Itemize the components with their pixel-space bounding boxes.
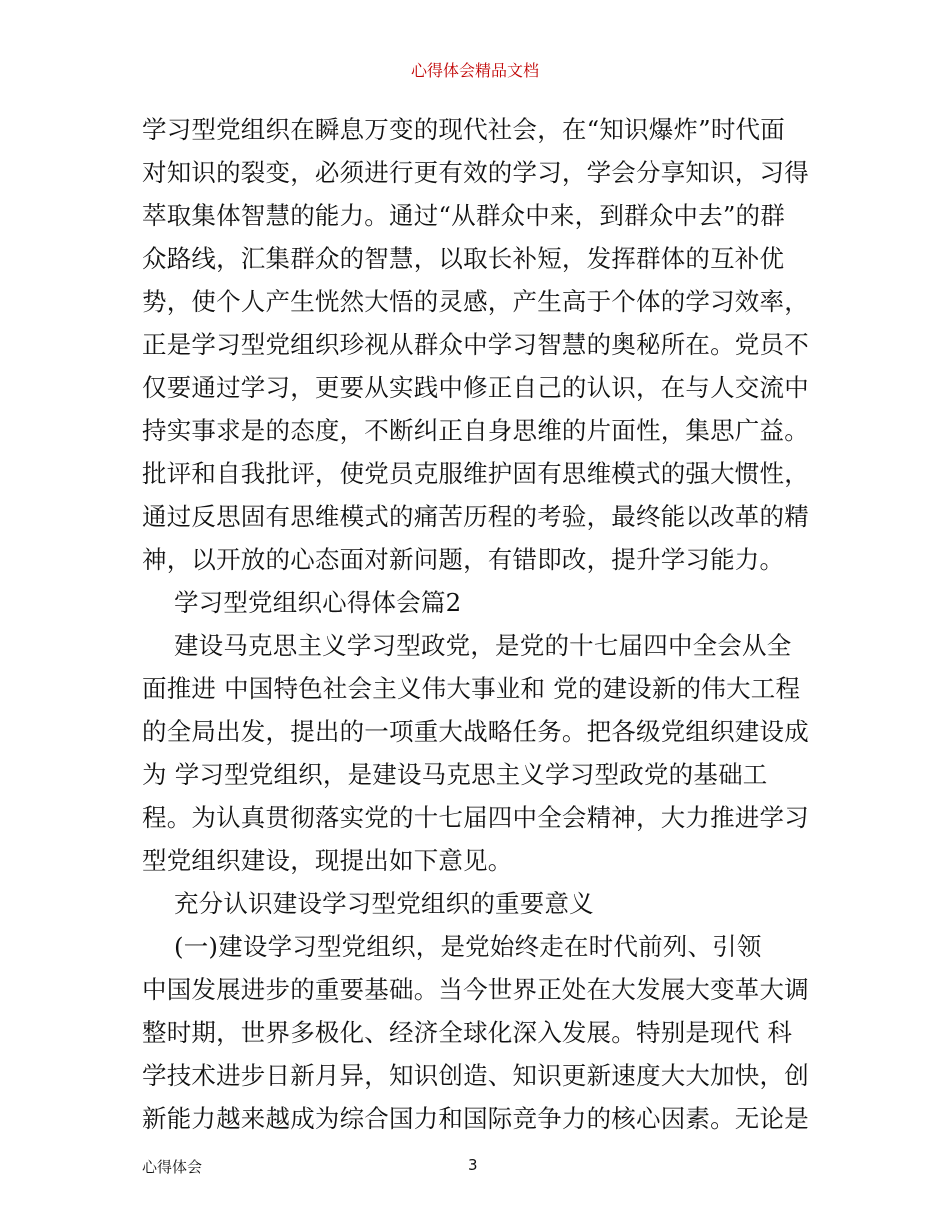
text-line: (一)建设学习型党组织，是党始终走在时代前列、引领 bbox=[142, 932, 762, 961]
document-body bbox=[142, 108, 822, 1140]
text-line: 程。为认真贯彻落实党的十七届四中全会精神，大力推进学习 bbox=[142, 803, 809, 832]
text-line: 新能力越来越成为综合国力和国际竞争力的核心因素。无论是 bbox=[142, 1104, 809, 1133]
text-line: 中国发展进步的重要基础。当今世界正处在大发展大变革大调 bbox=[142, 975, 809, 1004]
page-header-title: 心得体会精品文档 bbox=[410, 61, 539, 80]
footer-label: 心得体会 bbox=[142, 1158, 203, 1176]
section-heading: 充分认识建设学习型党组织的重要意义 bbox=[142, 889, 594, 918]
text-line: 学技术进步日新月异，知识创造、知识更新速度大大加快，创 bbox=[142, 1061, 809, 1090]
text-line: 面推进 中国特色社会主义伟大事业和 党的建设新的伟大工程 bbox=[142, 674, 801, 703]
text-line: 正是学习型党组织珍视从群众中学习智慧的奥秘所在。党员不 bbox=[142, 330, 809, 359]
text-line: 对知识的裂变，必须进行更有效的学习，学会分享知识，习得 bbox=[142, 158, 809, 187]
text-line: 为 学习型党组织，是建设马克思主义学习型政党的基础工 bbox=[142, 760, 768, 789]
text-line: 神，以开放的心态面对新问题，有错即改，提升学习能力。 bbox=[142, 545, 785, 574]
text-line: 整时期，世界多极化、经济全球化深入发展。特别是现代 科 bbox=[142, 1018, 793, 1047]
text-line: 的全局出发，提出的一项重大战略任务。把各级党组织建设成 bbox=[142, 717, 809, 746]
text-line: 势，使个人产生恍然大悟的灵感，产生高于个体的学习效率， bbox=[142, 287, 809, 316]
text-line: 仅要通过学习，更要从实践中修正自己的认识，在与人交流中 bbox=[142, 373, 809, 402]
text-line: 持实事求是的态度，不断纠正自身思维的片面性，集思广益。 bbox=[142, 416, 809, 445]
text-line: 建设马克思主义学习型政党，是党的十七届四中全会从全 bbox=[142, 631, 792, 660]
text-line: 萃取集体智慧的能力。通过“从群众中来，到群众中去”的群 bbox=[142, 201, 785, 230]
text-line: 批评和自我批评，使党员克服维护固有思维模式的强大惯性， bbox=[142, 459, 809, 488]
section-heading: 学习型党组织心得体会篇2 bbox=[142, 588, 462, 617]
text-line: 通过反思固有思维模式的痛苦历程的考验，最终能以改革的精 bbox=[142, 502, 809, 531]
text-line: 众路线，汇集群众的智慧，以取长补短，发挥群体的互补优 bbox=[142, 244, 785, 273]
page-number: 3 bbox=[468, 1156, 478, 1174]
text-line: 型党组织建设，现提出如下意见。 bbox=[142, 846, 513, 875]
text-line: 学习型党组织在瞬息万变的现代社会，在“知识爆炸”时代面 bbox=[142, 115, 785, 144]
